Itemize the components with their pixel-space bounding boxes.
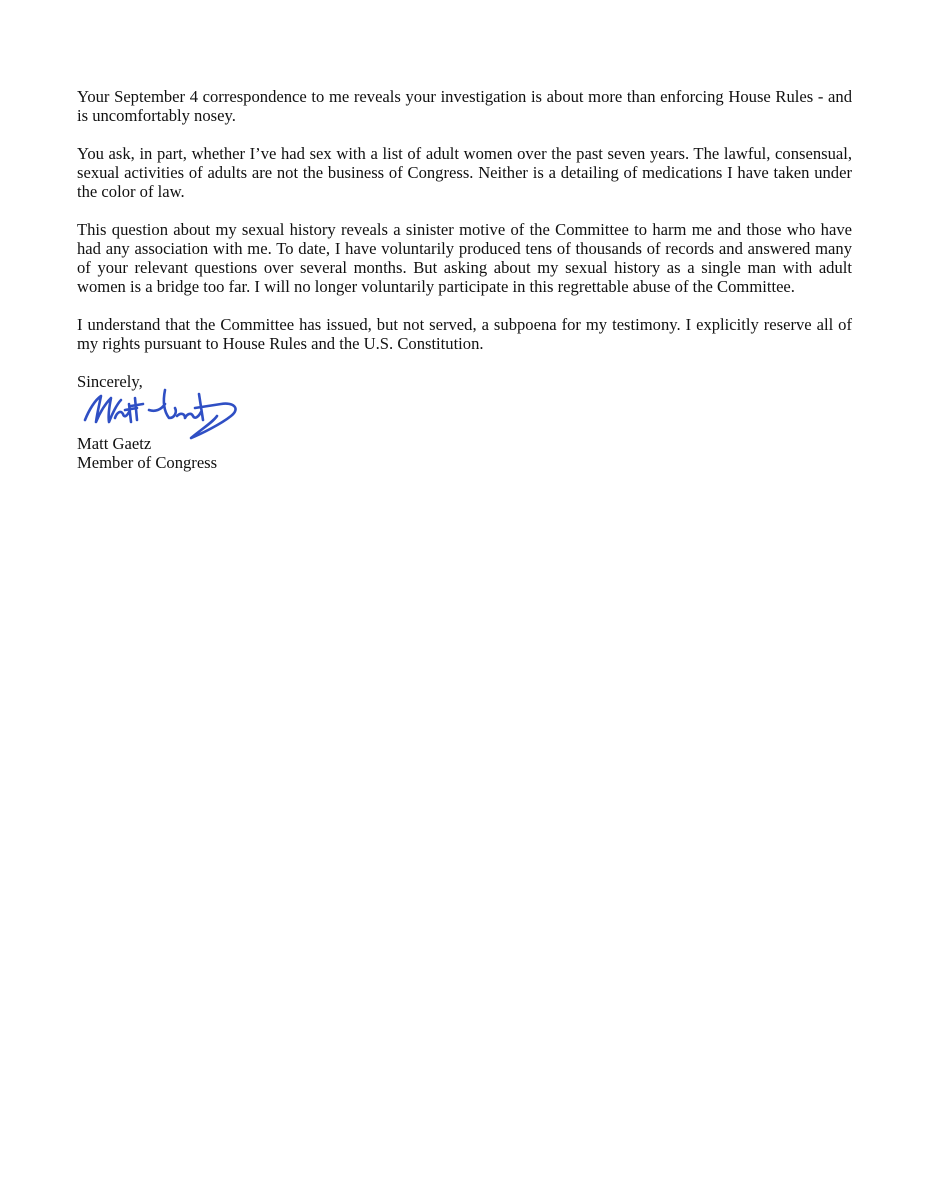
text-line: the color of law. bbox=[77, 181, 185, 201]
text-line: is uncomfortably nosey. bbox=[77, 105, 236, 125]
text-line: I understand that the Committee has issued, but not served, a subpoena for my testimony. I explicitly reserve all of bbox=[77, 314, 852, 334]
closing: Sincerely, bbox=[77, 372, 143, 392]
text-line: women is a bridge too far. I will no longer voluntarily participate in this regrettable abuse of the Committee. bbox=[77, 276, 795, 296]
text-line: of your relevant questions over several months. But asking about my sexual history as a single man with adult bbox=[77, 257, 852, 277]
signer-title: Member of Congress bbox=[77, 452, 218, 472]
text-line: You ask, in part, whether I’ve had sex with a list of adult women over the past seven years. The lawful, consensual, bbox=[77, 144, 852, 164]
text-line: had any association with me. To date, I have voluntarily produced tens of thousands of records and answered many bbox=[77, 238, 852, 258]
paragraph-4 bbox=[77, 316, 852, 354]
text-line: Your September 4 correspondence to me reveals your investigation is about more than enforcing House Rules - and bbox=[77, 87, 852, 106]
text-line: my rights pursuant to House Rules and the U.S. Constitution. bbox=[77, 333, 484, 353]
paragraph-3 bbox=[77, 221, 852, 296]
signature bbox=[77, 394, 852, 435]
signature-image bbox=[81, 382, 251, 444]
signer-name: Matt Gaetz bbox=[77, 433, 152, 453]
text-line: This question about my sexual history reveals a sinister motive of the Committee to harm me and those who have bbox=[77, 220, 852, 240]
paragraph-1 bbox=[77, 88, 852, 126]
letter-body bbox=[77, 88, 852, 473]
paragraph-2 bbox=[77, 145, 852, 201]
text-line: sexual activities of adults are not the business of Congress. Neither is a detailing of medications I have taken under bbox=[77, 162, 852, 182]
